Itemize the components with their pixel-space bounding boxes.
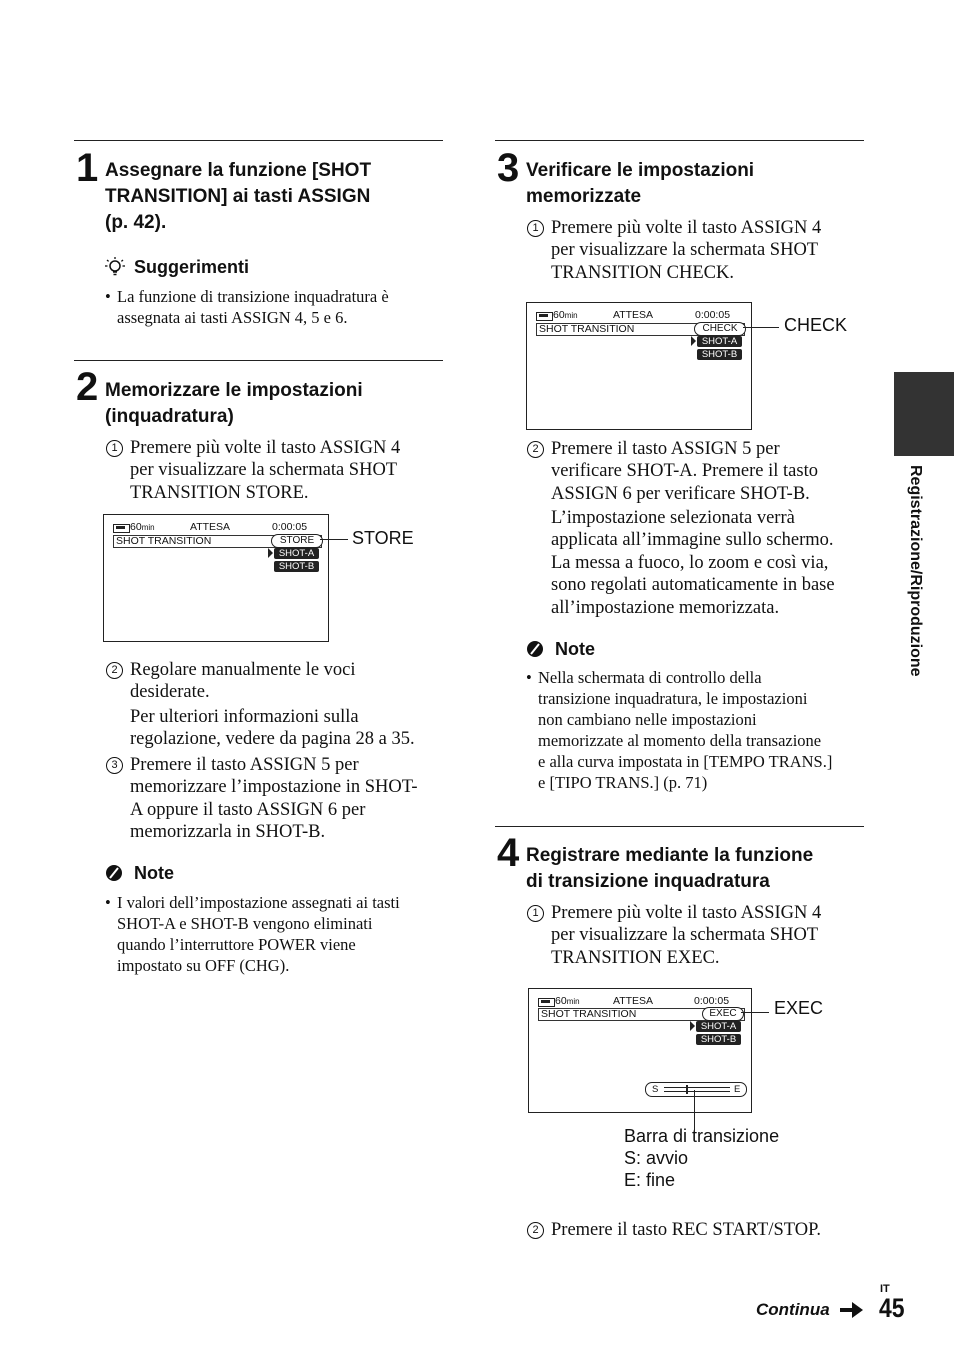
cursor-icon <box>691 336 696 346</box>
step3-substep1-text: Premere più volte il tasto ASSIGN 4 per visualizzare la schermata SHOT TRANSITION CHECK. <box>551 218 822 283</box>
tips-heading: Suggerimenti <box>134 257 250 277</box>
transition-bar-end: E <box>734 1084 741 1095</box>
battery-remaining: 60min <box>555 995 580 1007</box>
cursor-icon <box>268 548 273 558</box>
step3-note-bullet: • <box>526 668 532 687</box>
note-icon <box>526 640 544 658</box>
bar-caption: Barra di transizione S: avvio E: fine <box>624 1126 780 1190</box>
shot-transition-bar: SHOT TRANSITION <box>538 1008 745 1021</box>
shot-a-label: SHOT-A <box>696 1021 741 1032</box>
step2-substep3-text: Premere il tasto ASSIGN 5 per memorizzare l’impostazione in SHOT- A oppure il tasto ASSIGN 6 per memorizzarla in SHOT-B. <box>130 755 418 843</box>
step2-substep2-marker: 2 <box>106 662 123 679</box>
step4-rule <box>495 826 864 827</box>
step2-note-bullet: • <box>105 893 111 912</box>
step1-number: 1 <box>76 146 99 190</box>
battery-icon <box>536 312 553 321</box>
exec-pill: EXEC <box>702 1007 744 1021</box>
battery-icon <box>113 524 130 533</box>
bar-callout-line <box>694 1090 695 1130</box>
step1-title: Assegnare la funzione [SHOT TRANSITION] ai tasti ASSIGN (p. 42). <box>105 160 372 233</box>
step4-number: 4 <box>497 831 520 875</box>
language-code: IT <box>880 1283 890 1295</box>
step4-substep2-text: Premere il tasto REC START/STOP. <box>551 1220 821 1240</box>
battery-remaining: 60min <box>553 309 578 321</box>
shot-a-label: SHOT-A <box>697 336 742 347</box>
step4-substep1-marker: 1 <box>527 905 544 922</box>
shot-b-label: SHOT-B <box>697 349 742 360</box>
store-callout-line <box>320 539 348 540</box>
timecode: 0:00:05 <box>272 521 308 533</box>
step2-substep2-extra: Per ulteriori informazioni sulla regolazione, vedere da pagina 28 a 35. <box>130 707 415 750</box>
exec-callout: EXEC <box>774 998 824 1018</box>
step2-note-heading: Note <box>134 863 174 883</box>
check-callout: CHECK <box>784 315 848 335</box>
timecode: 0:00:05 <box>694 995 730 1007</box>
step4-substep1-text: Premere più volte il tasto ASSIGN 4 per visualizzare la schermata SHOT TRANSITION EXEC. <box>551 903 822 968</box>
lightbulb-icon <box>104 256 126 278</box>
shot-b-label: SHOT-B <box>274 561 319 572</box>
continue-label: Continua <box>756 1300 830 1319</box>
check-pill: CHECK <box>694 322 746 336</box>
shot-b-label: SHOT-B <box>696 1034 741 1045</box>
transition-bar-track <box>664 1087 730 1092</box>
transition-bar <box>645 1082 747 1097</box>
tips-text: La funzione di transizione inquadratura è assegnata ai tasti ASSIGN 4, 5 e 6. <box>117 287 389 327</box>
shot-a-label: SHOT-A <box>274 548 319 559</box>
side-tab-block <box>894 372 954 456</box>
status-text: ATTESA <box>613 309 654 321</box>
transition-bar-start: S <box>652 1084 659 1095</box>
note-icon <box>105 864 123 882</box>
arrow-right-icon <box>840 1301 864 1319</box>
store-callout: STORE <box>352 528 414 548</box>
step3-substep2-text: Premere il tasto ASSIGN 5 per verificare SHOT-A. Premere il tasto ASSIGN 6 per verificare SHOT-B. <box>551 439 818 504</box>
step3-note-heading: Note <box>555 639 595 659</box>
step3-rule <box>495 140 864 141</box>
page-number: 45 <box>879 1293 905 1323</box>
status-text: ATTESA <box>190 521 231 533</box>
step4-substep2-marker: 2 <box>527 1222 544 1239</box>
step1-rule <box>74 140 443 141</box>
transition-bar-marker <box>686 1085 688 1094</box>
store-screen <box>103 514 329 642</box>
step3-substep2-marker: 2 <box>527 441 544 458</box>
tips-bullet: • <box>105 287 111 306</box>
step2-substep1-text: Premere più volte il tasto ASSIGN 4 per visualizzare la schermata SHOT TRANSITION STORE. <box>130 438 401 503</box>
exec-screen <box>528 988 752 1113</box>
battery-icon <box>538 998 555 1007</box>
check-callout-line <box>743 327 779 328</box>
side-tab-label: Registrazione/Riproduzione <box>907 465 924 677</box>
timecode: 0:00:05 <box>695 309 731 321</box>
shot-transition-bar: SHOT TRANSITION <box>536 323 745 336</box>
step3-substep1-marker: 1 <box>527 220 544 237</box>
cursor-icon <box>690 1021 695 1031</box>
step2-substep1-marker: 1 <box>106 440 123 457</box>
store-pill: STORE <box>271 534 323 548</box>
battery-remaining: 60min <box>130 521 155 533</box>
step3-number: 3 <box>497 146 520 190</box>
step2-substep3-marker: 3 <box>106 757 123 774</box>
step2-number: 2 <box>76 365 99 409</box>
shot-transition-bar: SHOT TRANSITION <box>113 535 322 548</box>
step3-substep2-extra: L’impostazione selezionata verrà applicata all’immagine sullo schermo. La messa a fuoco, lo zoom e così via, sono regolati automaticamente in base all’impostazione memorizzata. <box>551 508 835 618</box>
step2-note-text: I valori dell’impostazione assegnati ai tasti SHOT-A e SHOT-B vengono eliminati quando l’interruttore POWER viene impostato su OFF (CHG). <box>117 893 400 975</box>
step2-title: Memorizzare le impostazioni (inquadratura) <box>105 380 363 427</box>
status-text: ATTESA <box>613 995 654 1007</box>
exec-callout-line <box>741 1012 769 1013</box>
step2-substep2-text: Regolare manualmente le voci desiderate. <box>130 660 356 703</box>
check-screen <box>526 302 752 430</box>
step4-title: Registrare mediante la funzione di transizione inquadratura <box>526 845 814 892</box>
step2-rule <box>74 360 443 361</box>
step3-title: Verificare le impostazioni memorizzate <box>526 160 755 207</box>
step3-note-text: Nella schermata di controllo della transizione inquadratura, le impostazioni non cambiano nelle impostazioni memorizzate al momento della transazione e alla curva impostata in [TEMPO TRANS.] e [TIPO TRANS.] (p. 71) <box>538 668 833 792</box>
